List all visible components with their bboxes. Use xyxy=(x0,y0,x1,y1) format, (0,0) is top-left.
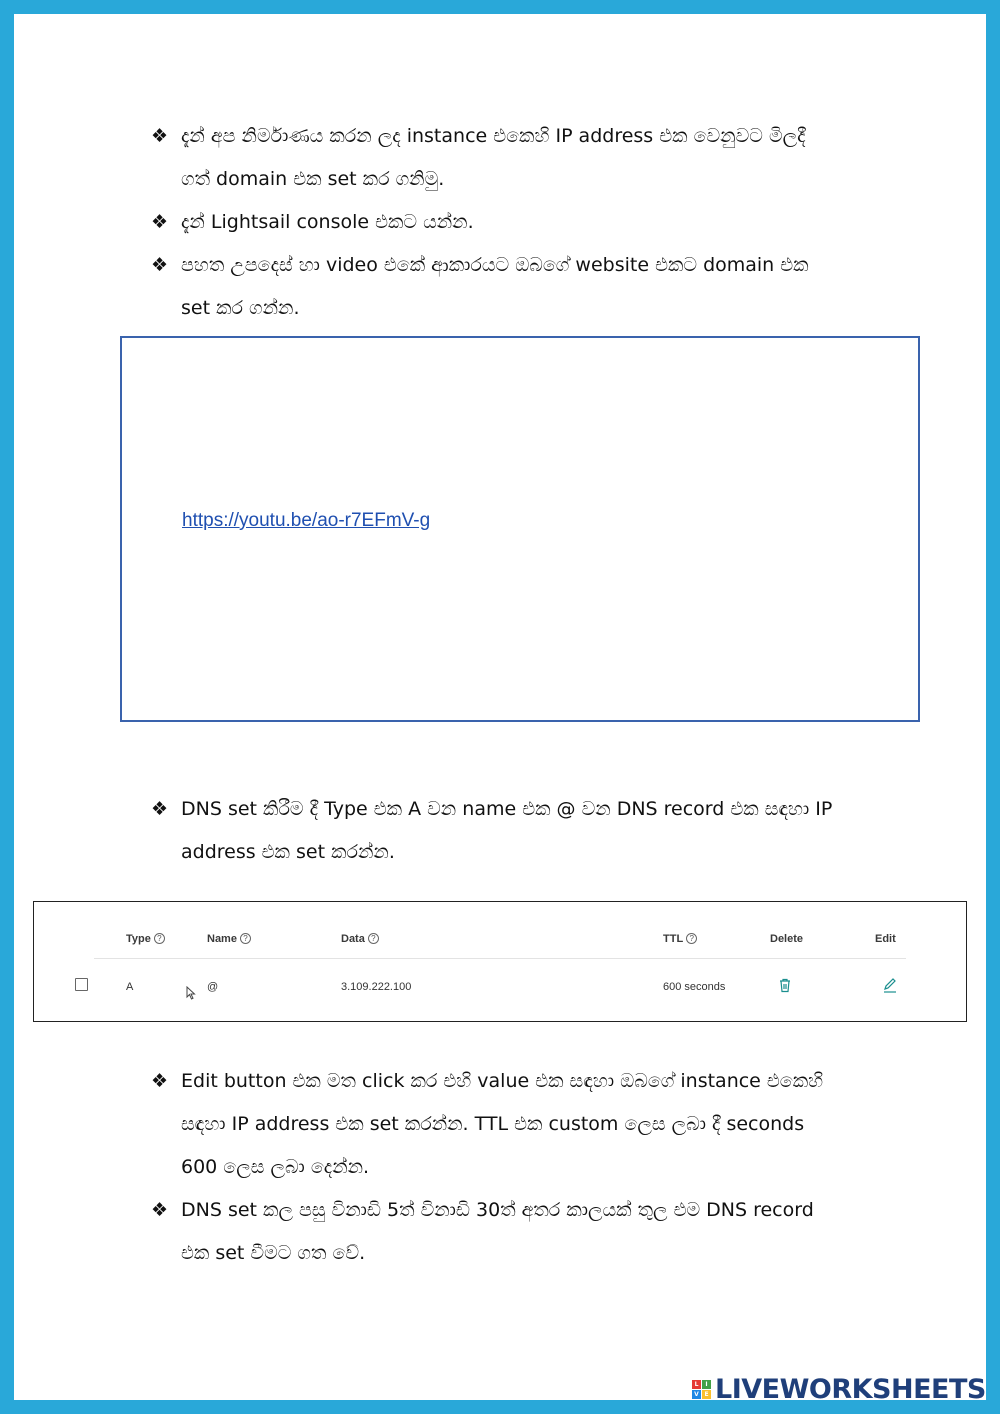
bullet-diamond-icon: ❖ xyxy=(151,798,169,820)
bullet-diamond-icon: ❖ xyxy=(151,1199,169,1221)
bullet-item xyxy=(150,1189,890,1275)
bullet-text-line: DNS set කිරීම දී Type එක A වන name එක @ වන DNS record එක සඳහා IP xyxy=(181,798,833,820)
bullet-item xyxy=(150,1060,890,1189)
help-icon[interactable]: ? xyxy=(154,933,165,944)
trash-icon[interactable] xyxy=(778,977,792,993)
column-header-delete: Delete xyxy=(770,933,804,945)
cell-data: 3.109.222.100 xyxy=(341,981,412,993)
bullet-item xyxy=(150,115,890,201)
bullet-diamond-icon: ❖ xyxy=(151,1070,169,1092)
bullet-diamond-icon: ❖ xyxy=(151,211,169,233)
column-header-name: Name ? xyxy=(207,933,251,945)
bullet-text-line: එක set වීමට ගත වේ. xyxy=(181,1242,366,1264)
help-icon[interactable]: ? xyxy=(686,933,697,944)
cell-type: A xyxy=(126,981,134,993)
row-checkbox-icon[interactable] xyxy=(75,978,88,991)
bullet-list-dns xyxy=(150,788,890,874)
help-icon[interactable]: ? xyxy=(240,933,251,944)
bullet-text-line: සඳහා IP address එක set කරන්න. TTL එක custom ලෙස ලබා දී seconds xyxy=(181,1113,805,1135)
bullet-text-line: දැන් Lightsail console එකට යන්න. xyxy=(181,211,474,233)
bullet-item xyxy=(150,244,890,330)
logo-tiles-icon: L I V E xyxy=(692,1380,711,1399)
column-header-edit: Edit xyxy=(875,933,896,945)
bullet-text-line: දැන් අප නිර්මාණය කරන ලද instance එකෙහි IP address එක වෙනුවට මිලදී xyxy=(181,125,806,147)
cell-name: @ xyxy=(207,981,219,993)
pencil-icon[interactable] xyxy=(883,977,897,993)
bullet-text-line: 600 ලෙස ලබා දෙන්න. xyxy=(181,1156,370,1178)
bullet-text-line: DNS set කල පසු විනාඩි 5ත් විනාඩි 30ත් අතර කාලයක් තුල එම DNS record xyxy=(181,1199,814,1221)
column-header-data: Data ? xyxy=(341,933,379,945)
bullet-text-line: Edit button එක මත click කර එහි value එක සඳහා ඔබගේ instance එකෙහි xyxy=(181,1070,824,1092)
bullet-diamond-icon: ❖ xyxy=(151,125,169,147)
bullet-list-top xyxy=(150,115,890,330)
bullet-item xyxy=(150,201,890,244)
bullet-list-bottom xyxy=(150,1060,890,1275)
bullet-item xyxy=(150,788,890,874)
cell-ttl: 600 seconds xyxy=(663,981,726,993)
bullet-text-line: පහත උපදෙස් හා video එකේ ආකාරයට ඔබගේ website එකට domain එක xyxy=(181,254,809,276)
video-embed-box[interactable] xyxy=(120,336,920,722)
column-header-type: Type ? xyxy=(126,933,165,945)
cursor-icon xyxy=(186,986,196,1000)
table-divider xyxy=(94,958,906,959)
bullet-text-line: ගත් domain එක set කර ගනිමු. xyxy=(181,168,445,190)
bullet-text-line: address එක set කරන්න. xyxy=(181,841,395,863)
liveworksheets-logo xyxy=(692,1372,986,1406)
bullet-text-line: set කර ගන්න. xyxy=(181,297,300,319)
video-link[interactable]: https://youtu.be/ao-r7EFmV-g xyxy=(182,510,431,531)
logo-wordmark: LIVEWORKSHEETS xyxy=(715,1373,986,1405)
help-icon[interactable]: ? xyxy=(368,933,379,944)
column-header-ttl: TTL ? xyxy=(663,933,697,945)
bullet-diamond-icon: ❖ xyxy=(151,254,169,276)
dns-records-table xyxy=(33,901,967,1022)
